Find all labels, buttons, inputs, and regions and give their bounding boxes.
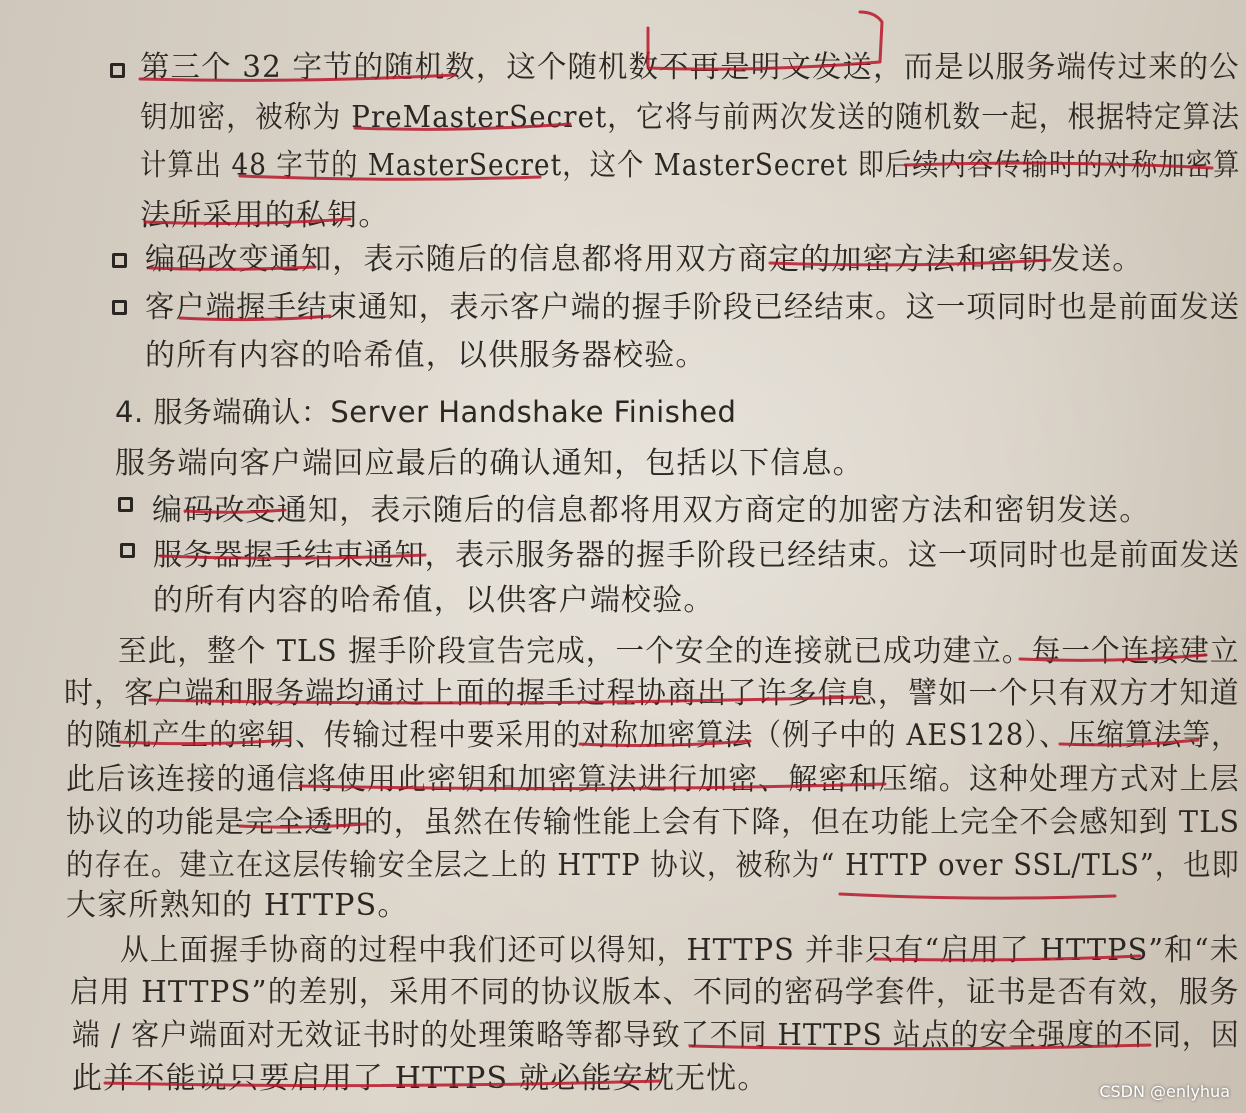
top-bullet-3-line-1: 客户端握手结束通知，表示客户端的握手阶段已经结束。这一项同时也是前面发送 [145, 290, 1241, 325]
bullet-checkbox-icon [112, 253, 127, 268]
paragraph-2-line-3: 端 / 客户端面对无效证书时的处理策略等都导致了不同 HTTPS 站点的安全强度的不同，因 [72, 1018, 1240, 1053]
paragraph-2-line-4: 此并不能说只要启用了 HTTPS 就必能安枕无忧。 [72, 1061, 769, 1096]
server-bullet-2-line-1: 服务器握手结束通知，表示服务器的握手阶段已经结束。这一项同时也是前面发送 [153, 538, 1241, 573]
top-bullet-1-line-1: 第三个 32 字节的随机数，这个随机数不再是明文发送，而是以服务端传过来的公 [140, 50, 1240, 85]
watermark: CSDN @enlyhua [1099, 1082, 1230, 1101]
server-bullet-2-line-2: 的所有内容的哈希值，以供客户端校验。 [153, 583, 715, 618]
top-bullet-1-line-2: 钥加密，被称为 PreMasterSecret，它将与前两次发送的随机数一起，根据特定算法 [140, 100, 1241, 135]
top-bullet-1-line-3: 计算出 48 字节的 MasterSecret，这个 MasterSecret 即后续内容传输时的对称加密算 [140, 148, 1241, 183]
paragraph-1-line-1: 至此，整个 TLS 握手阶段宣告完成，一个安全的连接就已成功建立。每一个连接建立 [118, 634, 1240, 669]
bullet-checkbox-icon [120, 543, 135, 558]
paragraph-2-line-2: 启用 HTTPS”的差别，采用不同的协议版本、不同的密码学套件，证书是否有效，服务 [70, 975, 1240, 1010]
paragraph-1-line-4: 此后该连接的通信将使用此密钥和加密算法进行加密、解密和压缩。这种处理方式对上层 [66, 762, 1240, 797]
bullet-checkbox-icon [110, 63, 125, 78]
paragraph-1-line-7: 大家所熟知的 HTTPS。 [66, 888, 409, 923]
top-bullet-2-line-1: 编码改变通知，表示随后的信息都将用双方商定的加密方法和密钥发送。 [145, 242, 1144, 277]
paragraph-2-line-1: 从上面握手协商的过程中我们还可以得知，HTTPS 并非只有“启用了 HTTPS”和“未 [120, 933, 1240, 968]
server-bullet-1-line-1: 编码改变通知，表示随后的信息都将用双方商定的加密方法和密钥发送。 [152, 493, 1151, 528]
paragraph-1-line-5: 协议的功能是完全透明的，虽然在传输性能上会有下降，但在功能上完全不会感知到 TLS [66, 805, 1241, 840]
section-intro: 服务端向客户端回应最后的确认通知，包括以下信息。 [115, 446, 864, 481]
paragraph-1-line-6: 的存在。建立在这层传输安全层之上的 HTTP 协议，被称为“ HTTP over SSL/TLS”，也即 [66, 848, 1240, 883]
section-heading: 4. 服务端确认：Server Handshake Finished [115, 395, 737, 429]
top-bullet-1-line-4: 法所采用的私钥。 [140, 198, 390, 233]
bullet-checkbox-icon [112, 300, 127, 315]
paragraph-1-line-3: 的随机产生的密钥、传输过程中要采用的对称加密算法（例子中的 AES128）、压缩算法等， [66, 718, 1240, 753]
underline-mark [840, 894, 1115, 898]
bullet-checkbox-icon [118, 497, 133, 512]
paragraph-1-line-2: 时，客户端和服务端均通过上面的握手过程协商出了许多信息，譬如一个只有双方才知道 [64, 676, 1240, 711]
top-bullet-3-line-2: 的所有内容的哈希值，以供服务器校验。 [145, 338, 707, 373]
